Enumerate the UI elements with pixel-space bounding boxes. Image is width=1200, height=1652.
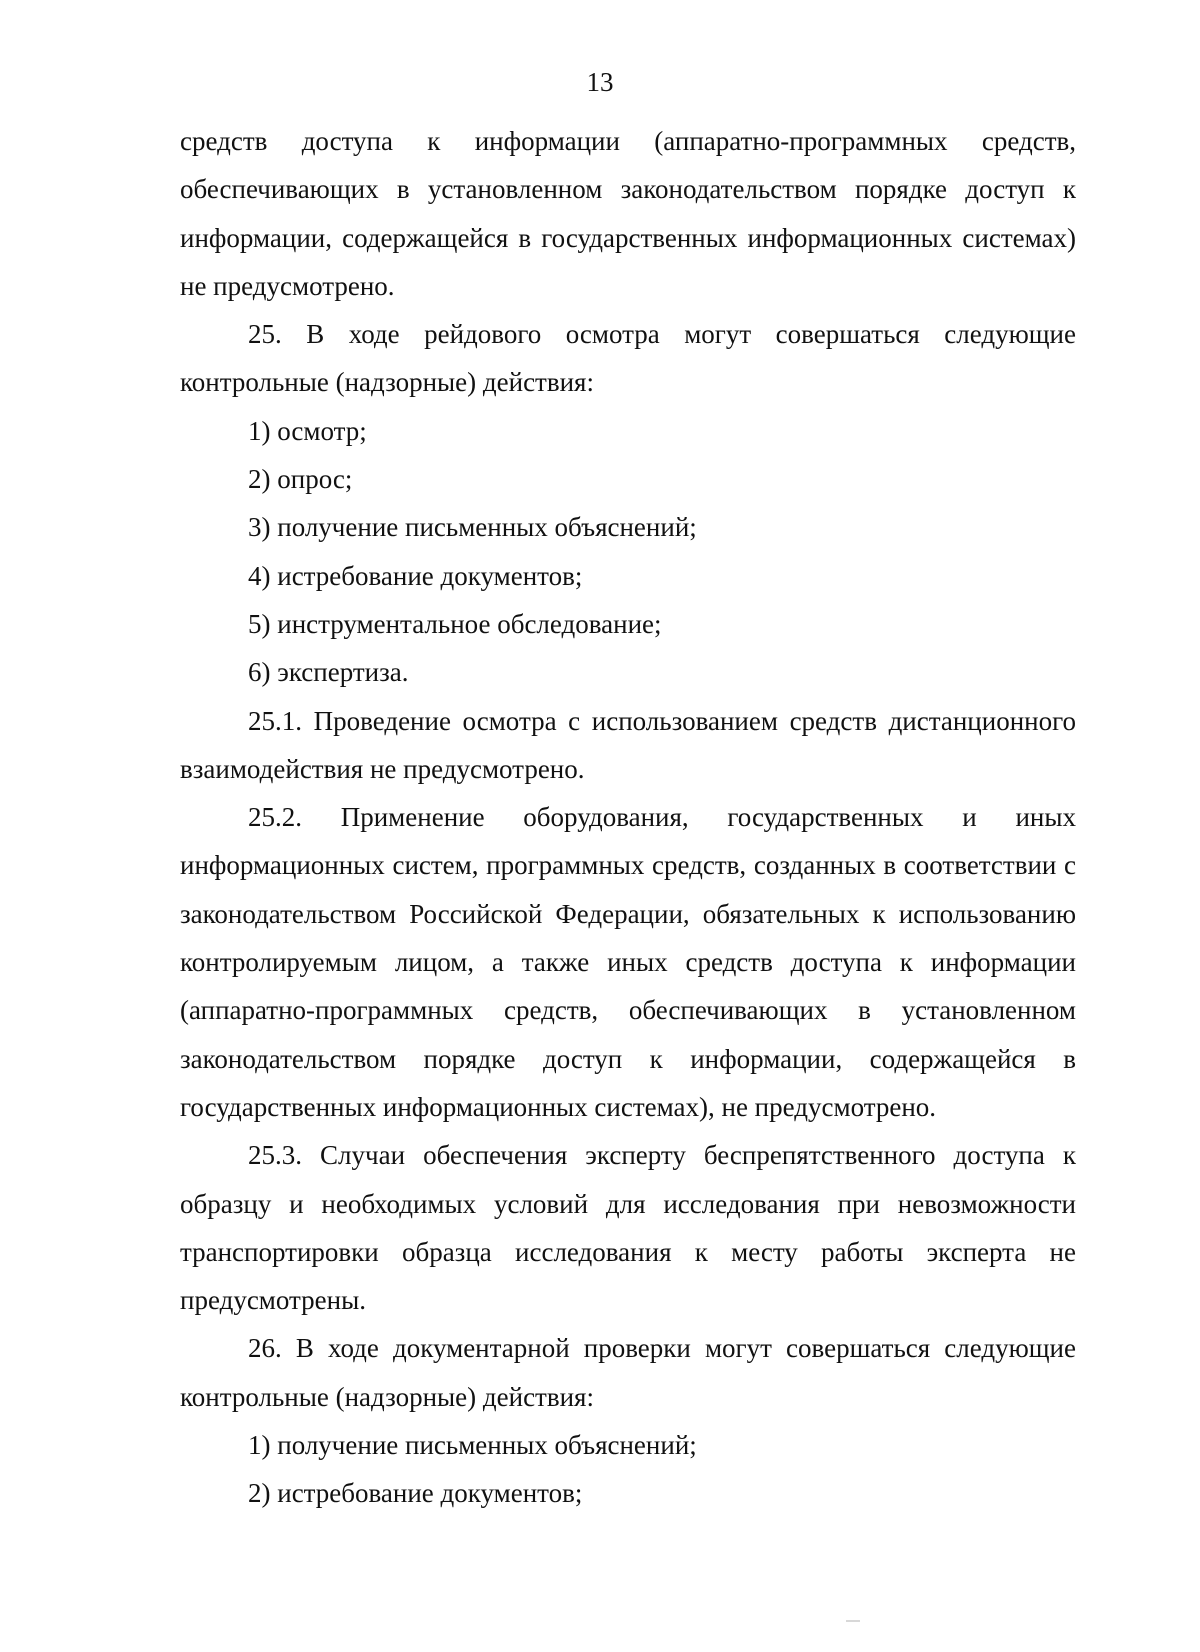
list-item-25-1: 1) осмотр; bbox=[248, 415, 367, 446]
paragraph-26: 26. В ходе документарной проверки могут совершаться следующие контрольные (надзорные) действия: bbox=[180, 1333, 1076, 1412]
list-item-25-6: 6) экспертиза. bbox=[248, 657, 409, 688]
list-item-25-3: 3) получение письменных объяснений; bbox=[248, 512, 697, 543]
list-item-25-5: 5) инструментальное обследование; bbox=[248, 608, 662, 639]
paragraph-25: 25. В ходе рейдового осмотра могут совершаться следующие контрольные (надзорные) действия: bbox=[180, 319, 1076, 398]
list-item-25-2: 2) опрос; bbox=[248, 464, 353, 495]
paragraph-25-3: 25.3. Случаи обеспечения эксперту беспрепятственного доступа к образцу и необходимых условий для исследования при невозможности транспортировки образца исследования к месту работы эксперта не предусмотрены. bbox=[180, 1140, 1076, 1316]
list-item-26-1: 1) получение письменных объяснений; bbox=[248, 1430, 697, 1461]
page-number: 13 bbox=[586, 67, 614, 97]
document-body bbox=[180, 117, 1076, 1518]
paragraph-25-2: 25.2. Применение оборудования, государственных и иных информационных систем, программных средств, созданных в соответствии с законодательством Российской Федерации, обязательных к использованию контролируемым лицом, а также иных средств доступа к информации (аппаратно-программных средств, обеспечивающих в установленном законодательством порядке доступ к информации, содержащейся в государственных информационных системах), не предусмотрено. bbox=[180, 802, 1076, 1122]
paragraph-25-1: 25.1. Проведение осмотра с использованием средств дистанционного взаимодействия не предусмотрено. bbox=[180, 705, 1076, 784]
paragraph-continuation: средств доступа к информации (аппаратно-программных средств, обеспечивающих в установленном законодательством порядке доступ к информации, содержащейся в государственных информационных системах) не предусмотрено. bbox=[180, 126, 1076, 301]
list-item-25-4: 4) истребование документов; bbox=[248, 560, 583, 591]
scan-artifact bbox=[846, 1620, 860, 1622]
list-item-26-2: 2) истребование документов; bbox=[248, 1478, 583, 1509]
